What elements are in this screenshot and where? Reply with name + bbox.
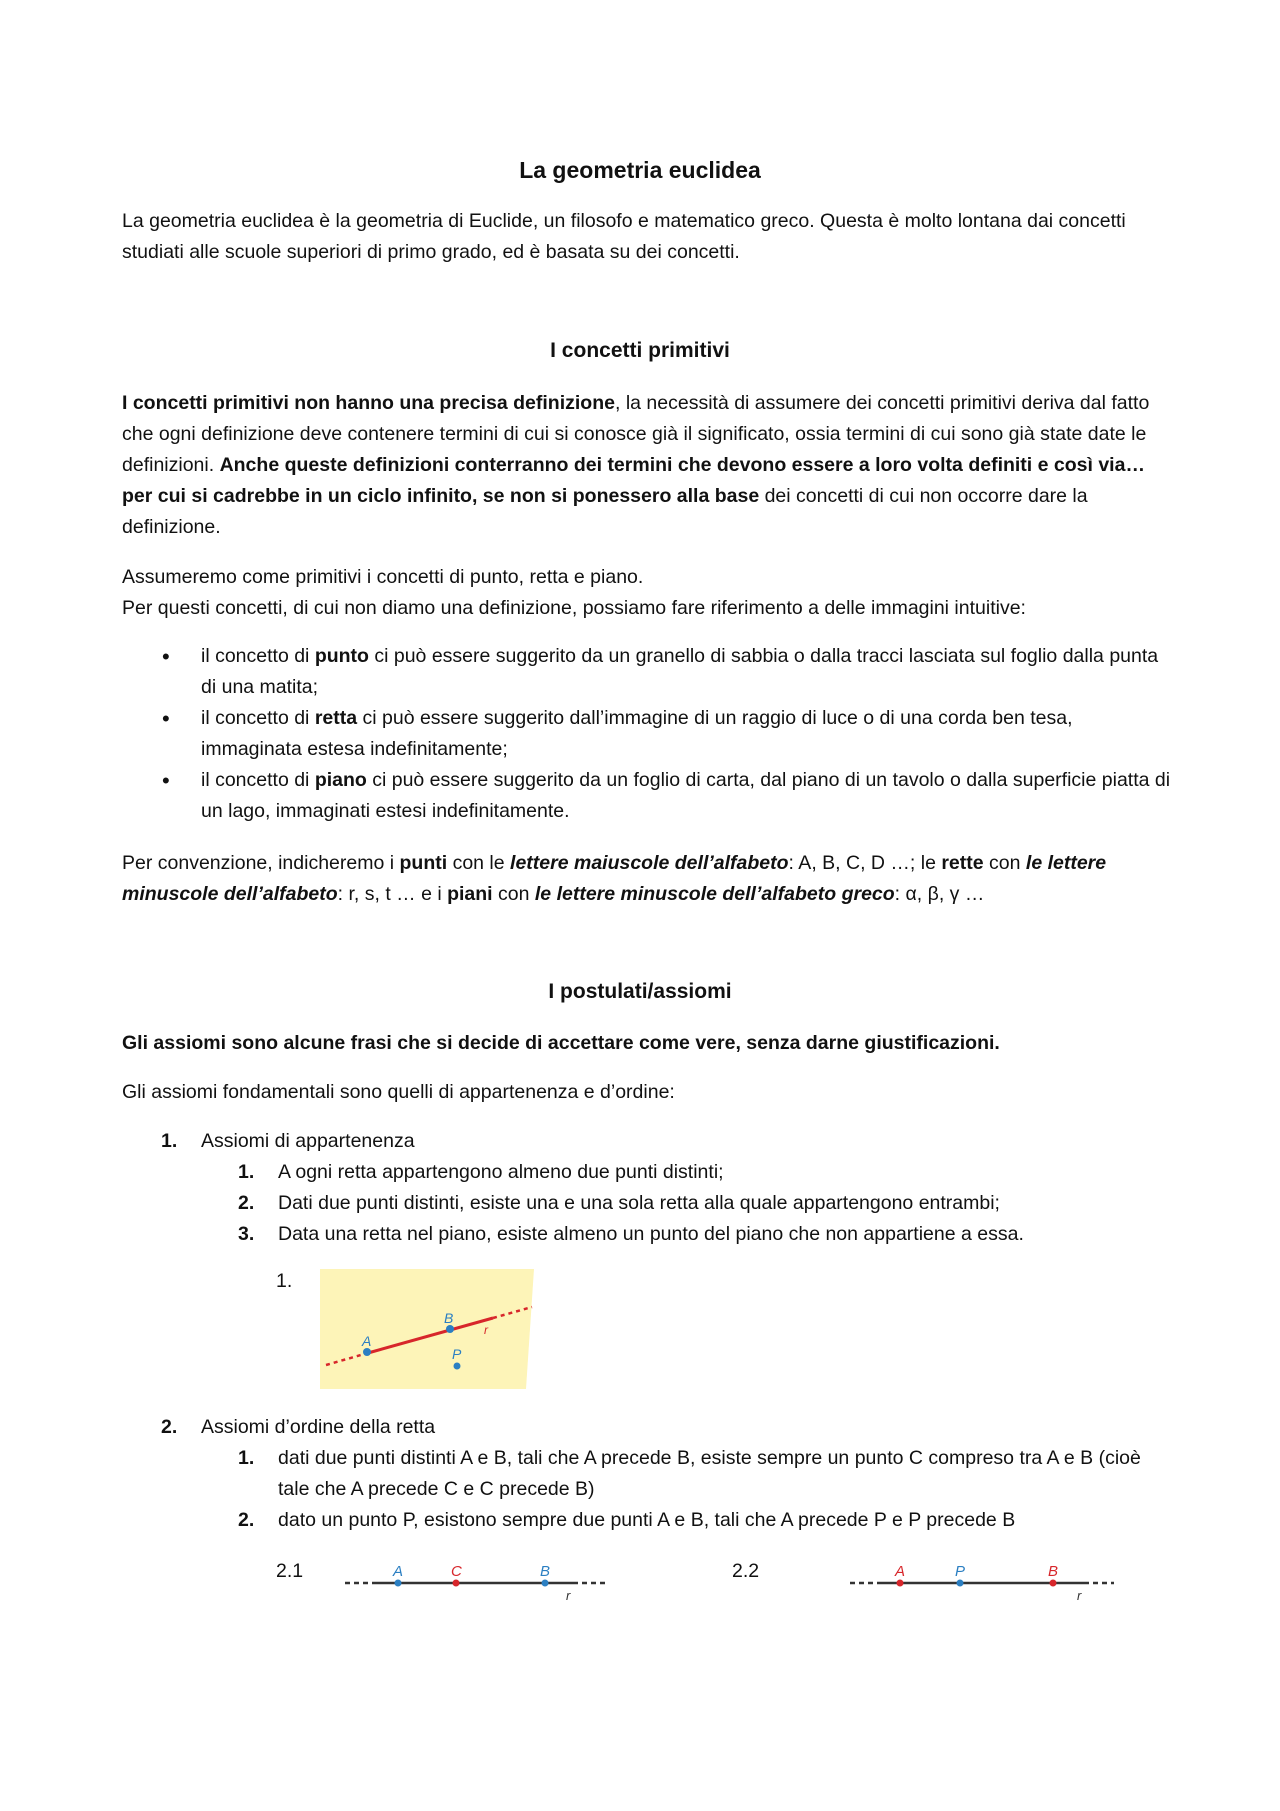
primitive-concepts-list [122, 641, 1172, 827]
convention-paragraph: Per convenzione, indicheremo i punti con le lettere maiuscole dell’alfabeto: A, B, C, D …; le rette con le lettere minuscole dell’alfabeto: r, s, t … e i piani con le lettere minuscole dell’alfabeto greco: α, β, γ … [122, 852, 1107, 905]
text: dei concetti di cui non occorre dare la definizione. [122, 485, 1088, 538]
page-title: La geometria euclidea [519, 157, 761, 183]
figure-order-p [848, 1555, 1116, 1605]
point-b [1050, 1580, 1057, 1587]
label-p: P [452, 1346, 462, 1362]
figure-label: 1. [276, 1270, 293, 1292]
list-item: 1. Assiomi di appartenenza [161, 1130, 415, 1152]
figure-label: 2.1 [276, 1560, 304, 1582]
list-item: • il concetto di retta ci può essere suggerito dall’immagine di un raggio di luce o di una corda ben tesa, immaginata estesa indefinitamente; [122, 703, 1172, 765]
point-a [897, 1580, 904, 1587]
axioms-group-list [161, 1412, 1151, 1443]
axioms-sub-list [238, 1157, 1178, 1250]
point-c [453, 1580, 460, 1587]
list-item: 2. Dati due punti distinti, esiste una e una sola retta alla quale appartengono entrambi; [238, 1192, 1000, 1214]
point-b [542, 1580, 549, 1587]
label-r: r [566, 1588, 571, 1603]
section-heading-concetti: I concetti primitivi [550, 339, 730, 362]
list-item: 2. dato un punto P, esistono sempre due punti A e B, tali che A precede P e P precede B [238, 1509, 1016, 1531]
label-a: A [393, 1563, 404, 1580]
section-heading-assiomi: I postulati/assiomi [548, 980, 732, 1003]
label-b: B [444, 1310, 454, 1326]
primitivi-paragraph [122, 388, 1172, 543]
plane-shape [320, 1269, 534, 1389]
point-b [446, 1325, 454, 1333]
label-a: A [362, 1333, 372, 1349]
axioms-sub-list [238, 1443, 1168, 1536]
text: Per questi concetti, di cui non diamo una definizione, possiamo fare riferimento a delle immagini intuitive: [122, 597, 1026, 619]
assiomi-definition: Gli assiomi sono alcune frasi che si decide di accettare come vere, senza darne giustificazioni. [122, 1032, 1000, 1054]
point-p [957, 1580, 964, 1587]
label-r: r [1077, 1588, 1082, 1603]
text: , la necessità di assumere dei concetti primitivi deriva dal fatto che ogni definizione deve contenere termini di cui si conosce già il significato, ossia termini di cui sono già state date le definizioni. [122, 392, 1150, 476]
label-b: B [1048, 1563, 1059, 1580]
figure-order-c [343, 1555, 608, 1605]
point-p [454, 1363, 461, 1370]
primitivi-assumption-paragraph [122, 562, 1172, 624]
text: Assumeremo come primitivi i concetti di punto, retta e piano. [122, 566, 644, 588]
list-item: • il concetto di punto ci può essere suggerito da un granello di sabbia o dalla tracci lasciata sul foglio dalla punta di una matita; [122, 641, 1172, 703]
label-b: B [540, 1563, 551, 1580]
label-r: r [484, 1323, 488, 1337]
bold-text: Anche queste definizioni conterranno dei termini che devono essere a loro volta definiti e così via… per cui si cadrebbe in un ciclo infinito, se non si ponessero alla base [122, 454, 1145, 507]
list-item: 1. A ogni retta appartengono almeno due punti distinti; [238, 1161, 724, 1183]
label-p: P [955, 1563, 966, 1580]
list-item: 1. dati due punti distinti A e B, tali che A precede B, esiste sempre un punto C compreso tra A e B (cioè tale che A precede C e C precede B) [238, 1447, 1141, 1500]
bold-text: I concetti primitivi non hanno una precisa definizione [122, 392, 615, 414]
assiomi-intro: Gli assiomi fondamentali sono quelli di appartenenza e d’ordine: [122, 1081, 675, 1103]
label-c: C [451, 1563, 462, 1580]
label-a: A [895, 1563, 906, 1580]
axioms-group-list [161, 1126, 1151, 1157]
list-item: 3. Data una retta nel piano, esiste almeno un punto del piano che non appartiene a essa. [238, 1223, 1024, 1245]
point-a [395, 1580, 402, 1587]
figure-label: 2.2 [732, 1560, 760, 1582]
list-item: 2. Assiomi d’ordine della retta [161, 1416, 436, 1438]
intro-paragraph: La geometria euclidea è la geometria di Euclide, un filosofo e matematico greco. Questa è molto lontana dai concetti studiati alle scuole superiori di primo grado, ed è basata su dei concetti. [122, 210, 1126, 263]
list-item: • il concetto di piano ci può essere suggerito da un foglio di carta, dal piano di un tavolo o dalla superficie piatta di un lago, immaginati estesi indefinitamente. [122, 765, 1172, 827]
figure-plane-line [318, 1267, 536, 1391]
point-a [363, 1348, 371, 1356]
